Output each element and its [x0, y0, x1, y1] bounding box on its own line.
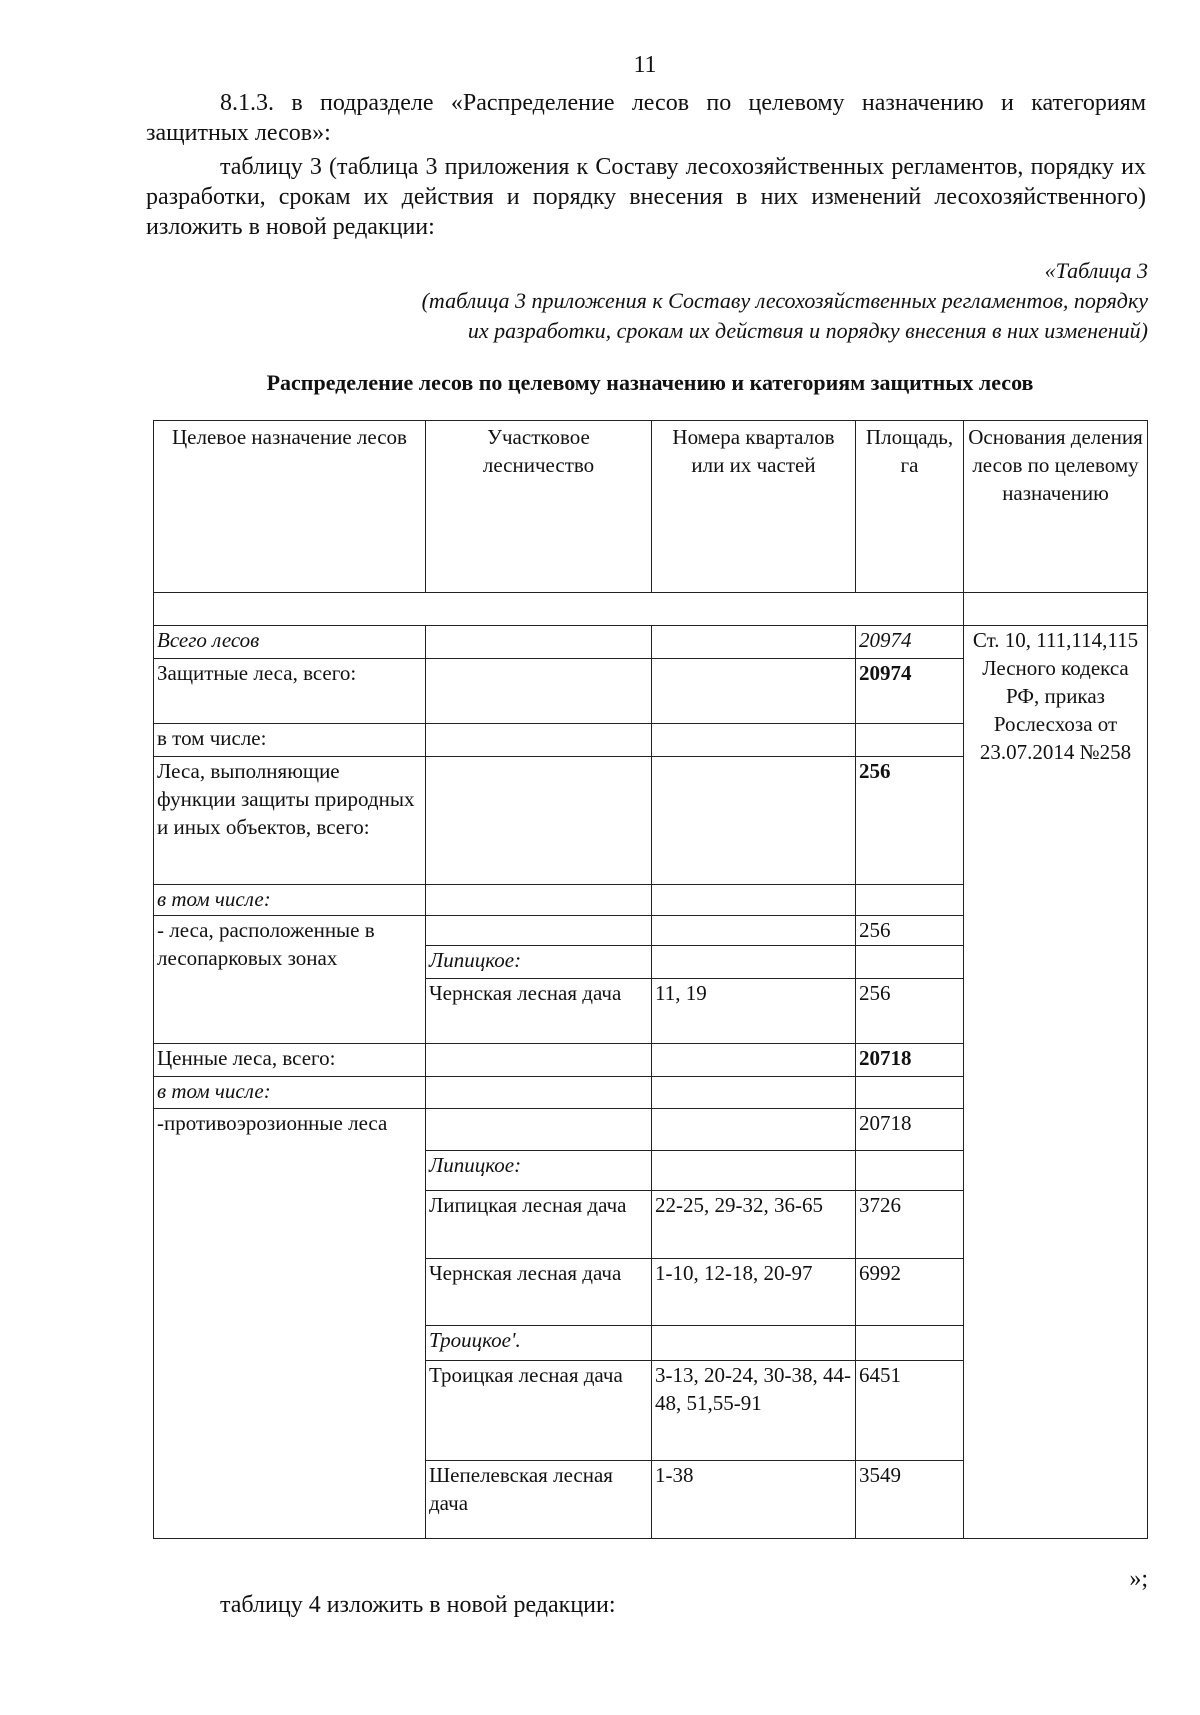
- quarters-cell: [652, 916, 856, 946]
- forestry-cell: [426, 885, 652, 916]
- forestry-cell: Чернская лесная дача: [426, 979, 652, 1044]
- forestry-cell: [426, 757, 652, 885]
- forestry-cell: Липицкое:: [426, 1151, 652, 1191]
- purpose-cell: Всего лесов: [154, 626, 426, 659]
- quarters-cell: [652, 946, 856, 979]
- caption-line-1: «Таблица 3: [1044, 258, 1148, 283]
- closing-quote: »;: [1129, 1566, 1148, 1592]
- forestry-cell: Липицкое:: [426, 946, 652, 979]
- forestry-cell: Липицкая лесная дача: [426, 1191, 652, 1259]
- forestry-cell: [426, 1077, 652, 1109]
- area-cell: [856, 1326, 964, 1361]
- area-cell: [856, 885, 964, 916]
- purpose-cell: Ценные леса, всего:: [154, 1044, 426, 1077]
- quarters-cell: 1-10, 12-18, 20-97: [652, 1259, 856, 1326]
- forestry-cell: [426, 724, 652, 757]
- quarters-cell: 11, 19: [652, 979, 856, 1044]
- quarters-cell: 1-38: [652, 1461, 856, 1539]
- basis-cell: Ст. 10, 111,114,115 Лесного кодекса РФ, приказ Рослесхоза от 23.07.2014 №258: [964, 626, 1148, 1539]
- area-cell: 3549: [856, 1461, 964, 1539]
- spacer-cell: [154, 593, 964, 626]
- purpose-cell: в том числе:: [154, 885, 426, 916]
- forestry-cell: Чернская лесная дача: [426, 1259, 652, 1326]
- quarters-cell: 3-13, 20-24, 30-38, 44-48, 51,55-91: [652, 1361, 856, 1461]
- area-cell: [856, 946, 964, 979]
- header-basis: Основания деления лесов по целевому назначению: [964, 421, 1148, 593]
- quarters-cell: [652, 1151, 856, 1191]
- area-cell: [856, 724, 964, 757]
- table-row: [154, 626, 1148, 659]
- table-title: Распределение лесов по целевому назначению и категориям защитных лесов: [266, 370, 1034, 395]
- quarters-cell: [652, 757, 856, 885]
- area-cell: [856, 1077, 964, 1109]
- page-number: 11: [633, 52, 657, 78]
- purpose-cell: - леса, расположенные в лесопарковых зонах: [154, 916, 426, 1044]
- forest-distribution-table: [153, 420, 1148, 1539]
- area-cell: 6992: [856, 1259, 964, 1326]
- header-forestry: Участковое лесничество: [426, 421, 652, 593]
- forestry-cell: Шепелевская лесная дача: [426, 1461, 652, 1539]
- header-quarters: Номера кварталов или их частей: [652, 421, 856, 593]
- forestry-cell: [426, 1044, 652, 1077]
- quarters-cell: [652, 1109, 856, 1151]
- quarters-cell: [652, 885, 856, 916]
- header-area: Площадь, га: [856, 421, 964, 593]
- forestry-cell: [426, 659, 652, 724]
- area-cell: 6451: [856, 1361, 964, 1461]
- header-purpose: Целевое назначение лесов: [154, 421, 426, 593]
- forestry-cell: [426, 1109, 652, 1151]
- forestry-cell: Троицкая лесная дача: [426, 1361, 652, 1461]
- quarters-cell: [652, 626, 856, 659]
- closing-paragraph: таблицу 4 изложить в новой редакции:: [220, 1592, 616, 1618]
- quarters-cell: 22-25, 29-32, 36-65: [652, 1191, 856, 1259]
- purpose-cell: в том числе:: [154, 1077, 426, 1109]
- area-cell: 20718: [856, 1044, 964, 1077]
- purpose-cell: в том числе:: [154, 724, 426, 757]
- quarters-cell: [652, 1044, 856, 1077]
- quarters-cell: [652, 1326, 856, 1361]
- caption-line-3: их разработки, срокам их действия и порядку внесения в них изменений): [467, 318, 1148, 343]
- forestry-cell: Троицкое'.: [426, 1326, 652, 1361]
- area-cell: 20718: [856, 1109, 964, 1151]
- area-cell: [856, 1151, 964, 1191]
- spacer-basis-cell: [964, 593, 1148, 626]
- quarters-cell: [652, 724, 856, 757]
- quarters-cell: [652, 1077, 856, 1109]
- area-cell: 256: [856, 916, 964, 946]
- intro-paragraph-2: таблицу 3 (таблица 3 приложения к Составу лесохозяйственных регламентов, порядку их разработки, срокам их действия и порядку внесения в них изменений лесохозяйственного) изложить в новой редакции:: [146, 154, 1146, 240]
- table-caption: [248, 256, 1148, 346]
- intro-paragraph-1: 8.1.3. в подразделе «Распределение лесов по целевому назначению и категориям защитных лесов»:: [146, 90, 1146, 146]
- area-cell: 20974: [856, 626, 964, 659]
- quarters-cell: [652, 659, 856, 724]
- purpose-cell: Защитные леса, всего:: [154, 659, 426, 724]
- table-spacer-row: [154, 593, 1148, 626]
- table-header-row: [154, 421, 1148, 593]
- purpose-cell: Леса, выполняющие функции защиты природных и иных объектов, всего:: [154, 757, 426, 885]
- area-cell: 3726: [856, 1191, 964, 1259]
- area-cell: 256: [856, 979, 964, 1044]
- caption-line-2: (таблица 3 приложения к Составу лесохозяйственных регламентов, порядку: [421, 288, 1148, 313]
- forestry-cell: [426, 626, 652, 659]
- area-cell: 256: [856, 757, 964, 885]
- area-cell: 20974: [856, 659, 964, 724]
- forestry-cell: [426, 916, 652, 946]
- purpose-cell: -противоэрозионные леса: [154, 1109, 426, 1539]
